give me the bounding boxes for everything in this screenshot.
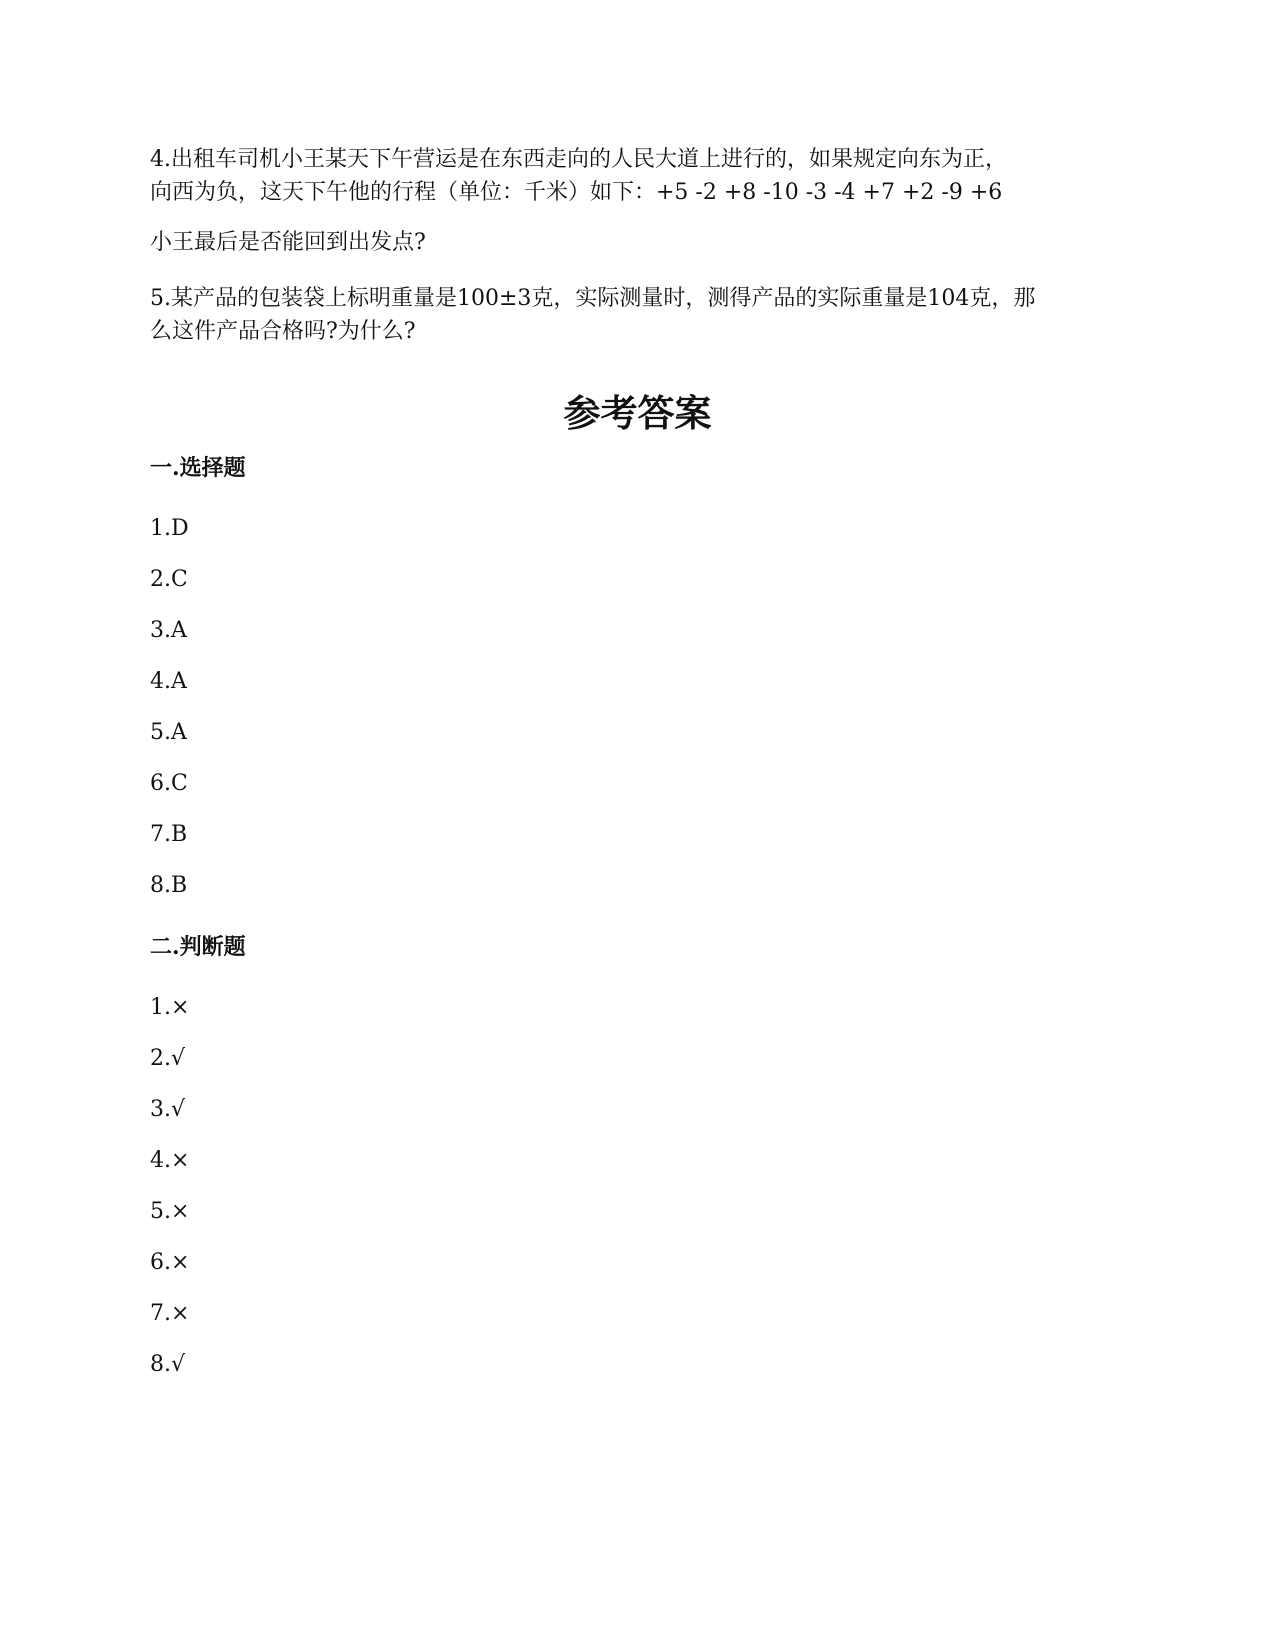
answer-item: 2.√ (150, 1046, 186, 1071)
answer-item: 3.√ (150, 1097, 186, 1122)
question-4-ask: 小王最后是否能回到出发点? (150, 230, 426, 255)
question-5-line-2: 么这件产品合格吗?为什么? (150, 319, 416, 344)
question-5-line-1: 5.某产品的包装袋上标明重量是100±3克，实际测量时，测得产品的实际重量是104克，那 (150, 286, 1036, 311)
answer-item: 6.× (150, 1250, 190, 1275)
answer-item: 8.B (150, 873, 188, 898)
question-4 (150, 143, 1130, 209)
section-heading-multiple-choice: 一.选择题 (150, 455, 246, 481)
section-heading-true-false: 二.判断题 (150, 934, 246, 960)
answer-item: 3.A (150, 618, 187, 643)
answer-item: 6.C (150, 771, 188, 796)
answer-item: 1.D (150, 516, 189, 541)
answer-item: 4.× (150, 1148, 190, 1173)
answer-item: 8.√ (150, 1352, 186, 1377)
question-4-line-1: 4.出租车司机小王某天下午营运是在东西走向的人民大道上进行的，如果规定向东为正， (150, 147, 1007, 172)
answer-item: 7.× (150, 1301, 190, 1326)
question-4-line-2: 向西为负，这天下午他的行程（单位：千米）如下：+5 -2 +8 -10 -3 -4 +7 +2 -9 +6 (150, 180, 1003, 205)
question-5 (150, 282, 1130, 348)
answer-item: 5.A (150, 720, 187, 745)
answer-item: 4.A (150, 669, 187, 694)
answer-item: 5.× (150, 1199, 190, 1224)
answer-item: 7.B (150, 822, 188, 847)
answer-item: 1.× (150, 995, 190, 1020)
answer-item: 2.C (150, 567, 188, 592)
answers-title: 参考答案 (563, 391, 712, 435)
